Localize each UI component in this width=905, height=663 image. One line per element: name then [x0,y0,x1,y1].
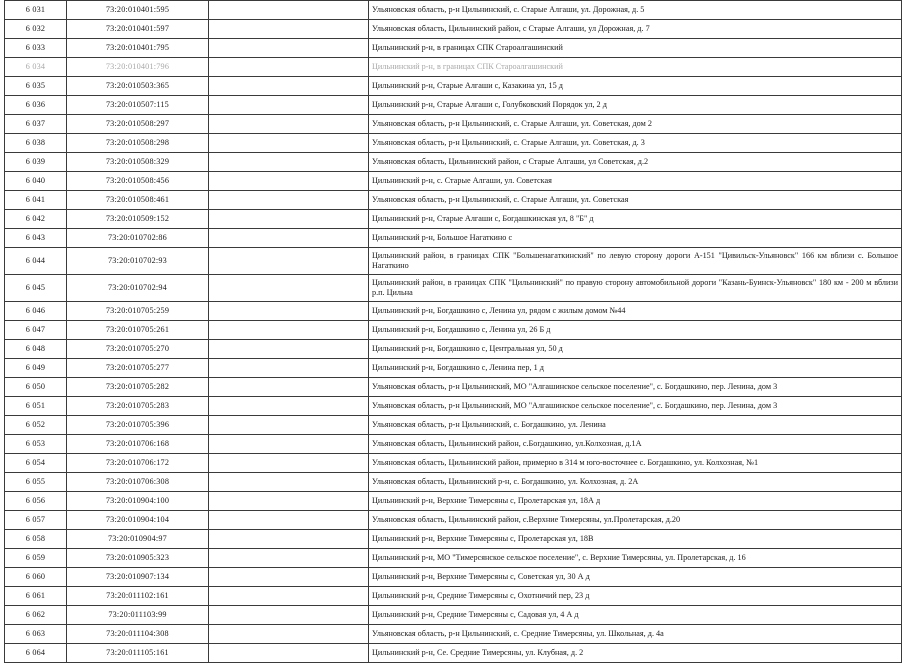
row-number-cell: 6 063 [5,625,67,644]
cadastral-number-cell: 73:20:011102:161 [67,587,209,606]
address-cell: Цильнинский р-н, Верхние Тимерсяны с, Советская ул, 30 А д [369,568,902,587]
address-cell: Цильнинский район, в границах СПК "Большенагаткинский" по левую сторону дороги А-151 "Цивильск-Ульяновск" 166 км вблизи с. Большое Нагаткино [369,248,902,275]
cadastral-number-cell: 73:20:010705:396 [67,416,209,435]
cadastral-number-cell: 73:20:010508:298 [67,134,209,153]
empty-cell [209,134,369,153]
cadastral-registry-table [4,0,902,663]
address-cell: Ульяновская область, р-н Цильнинский, с. Старые Алгаши, ул. Советская, дом 2 [369,115,902,134]
cadastral-number-cell: 73:20:010907:134 [67,568,209,587]
row-number-cell: 6 046 [5,302,67,321]
empty-cell [209,397,369,416]
empty-cell [209,340,369,359]
empty-cell [209,302,369,321]
cadastral-number-cell: 73:20:010401:595 [67,1,209,20]
table-row [5,473,902,492]
table-body [5,1,902,663]
address-cell: Цильнинский р-н, в границах СПК Староалгашинский [369,39,902,58]
cadastral-number-cell: 73:20:010705:282 [67,378,209,397]
address-cell: Цильнинский р-н, Се. Средние Тимерсяны, ул. Клубная, д. 2 [369,644,902,663]
table-row [5,302,902,321]
table-row [5,172,902,191]
table-row [5,96,902,115]
cadastral-number-cell: 73:20:010508:456 [67,172,209,191]
address-cell: Цильнинский р-н, Старые Алгаши с, Голубковский Порядок ул, 2 д [369,96,902,115]
table-row [5,1,902,20]
row-number-cell: 6 041 [5,191,67,210]
cadastral-number-cell: 73:20:010705:270 [67,340,209,359]
address-cell: Цильнинский р-н, Средние Тимерсяны с, Садовая ул, 4 А д [369,606,902,625]
cadastral-number-cell: 73:20:010503:365 [67,77,209,96]
empty-cell [209,1,369,20]
row-number-cell: 6 058 [5,530,67,549]
row-number-cell: 6 038 [5,134,67,153]
table-row [5,625,902,644]
address-cell: Цильнинский р-н, Верхние Тимерсяны с, Пролетарская ул, 18В [369,530,902,549]
table-row [5,191,902,210]
table-row [5,115,902,134]
cadastral-number-cell: 73:20:010904:104 [67,511,209,530]
table-row [5,58,902,77]
empty-cell [209,58,369,77]
empty-cell [209,77,369,96]
row-number-cell: 6 033 [5,39,67,58]
address-cell: Цильнинский р-н, Богдашкино с, Ленина пер, 1 д [369,359,902,378]
empty-cell [209,210,369,229]
address-cell: Цильнинский район, в границах СПК "Цильнинский" по правую сторону автомобильной дороги "Казань-Буинск-Ульяновск" 180 км - 200 м вблизи р.п. Цильна [369,275,902,302]
address-cell: Цильнинский р-н, Богдашкино с, Ленина ул, 26 Б д [369,321,902,340]
cadastral-number-cell: 73:20:010705:261 [67,321,209,340]
address-cell: Цильнинский р-н, с. Старые Алгаши, ул. Советская [369,172,902,191]
cadastral-number-cell: 73:20:010705:283 [67,397,209,416]
table-row [5,39,902,58]
table-row [5,210,902,229]
row-number-cell: 6 031 [5,1,67,20]
empty-cell [209,492,369,511]
address-cell: Цильнинский р-н, Верхние Тимерсяны с, Пролетарская ул, 18А д [369,492,902,511]
empty-cell [209,454,369,473]
registry-sheet [4,0,901,657]
address-cell: Ульяновская область, Цильнинский район, с Старые Алгаши, ул Дорожная, д. 7 [369,20,902,39]
empty-cell [209,115,369,134]
table-row [5,153,902,172]
address-cell: Ульяновская область, р-н Цильнинский, с. Богдашкино, ул. Ленина [369,416,902,435]
row-number-cell: 6 048 [5,340,67,359]
cadastral-number-cell: 73:20:010904:97 [67,530,209,549]
cadastral-number-cell: 73:20:011104:308 [67,625,209,644]
cadastral-number-cell: 73:20:010507:115 [67,96,209,115]
empty-cell [209,416,369,435]
table-row [5,340,902,359]
row-number-cell: 6 059 [5,549,67,568]
row-number-cell: 6 052 [5,416,67,435]
cadastral-number-cell: 73:20:010508:297 [67,115,209,134]
address-cell: Цильнинский р-н, в границах СПК Староалгашинский [369,58,902,77]
address-cell: Цильнинский р-н, Богдашкино с, Ленина ул, рядом с жилым домом №44 [369,302,902,321]
row-number-cell: 6 036 [5,96,67,115]
table-row [5,359,902,378]
row-number-cell: 6 055 [5,473,67,492]
address-cell: Ульяновская область, Цильнинский р-н, с. Богдашкино, ул. Колхозная, д. 2А [369,473,902,492]
cadastral-number-cell: 73:20:010508:461 [67,191,209,210]
row-number-cell: 6 064 [5,644,67,663]
address-cell: Ульяновская область, Цильнинский район, с.Богдашкино, ул.Колхозная, д.1А [369,435,902,454]
row-number-cell: 6 040 [5,172,67,191]
row-number-cell: 6 051 [5,397,67,416]
cadastral-number-cell: 73:20:010904:100 [67,492,209,511]
table-row [5,378,902,397]
row-number-cell: 6 037 [5,115,67,134]
address-cell: Ульяновская область, р-н Цильнинский, с. Средние Тимерсяны, ул. Школьная, д. 4а [369,625,902,644]
cadastral-number-cell: 73:20:010401:796 [67,58,209,77]
row-number-cell: 6 056 [5,492,67,511]
address-cell: Ульяновская область, р-н Цильнинский, с. Старые Алгаши, ул. Советская, д. 3 [369,134,902,153]
cadastral-number-cell: 73:20:010705:259 [67,302,209,321]
table-row [5,20,902,39]
row-number-cell: 6 060 [5,568,67,587]
table-row [5,229,902,248]
cadastral-number-cell: 73:20:010401:795 [67,39,209,58]
empty-cell [209,229,369,248]
empty-cell [209,191,369,210]
row-number-cell: 6 042 [5,210,67,229]
row-number-cell: 6 034 [5,58,67,77]
cadastral-number-cell: 73:20:010706:168 [67,435,209,454]
row-number-cell: 6 043 [5,229,67,248]
row-number-cell: 6 044 [5,248,67,275]
table-row [5,134,902,153]
row-number-cell: 6 062 [5,606,67,625]
row-number-cell: 6 045 [5,275,67,302]
row-number-cell: 6 053 [5,435,67,454]
empty-cell [209,378,369,397]
table-row [5,549,902,568]
empty-cell [209,625,369,644]
empty-cell [209,172,369,191]
cadastral-number-cell: 73:20:010706:308 [67,473,209,492]
table-row [5,587,902,606]
table-row [5,530,902,549]
empty-cell [209,511,369,530]
cadastral-number-cell: 73:20:011103:99 [67,606,209,625]
empty-cell [209,606,369,625]
cadastral-number-cell: 73:20:010401:597 [67,20,209,39]
empty-cell [209,549,369,568]
empty-cell [209,153,369,172]
table-row [5,416,902,435]
empty-cell [209,644,369,663]
cadastral-number-cell: 73:20:010702:93 [67,248,209,275]
cadastral-number-cell: 73:20:011105:161 [67,644,209,663]
table-row [5,275,902,302]
row-number-cell: 6 047 [5,321,67,340]
empty-cell [209,248,369,275]
address-cell: Цильнинский р-н, Богдашкино с, Центральная ул, 50 д [369,340,902,359]
empty-cell [209,587,369,606]
address-cell: Ульяновская область, Цильнинский район, с.Верхние Тимерсяны, ул.Пролетарская, д.20 [369,511,902,530]
address-cell: Ульяновская область, р-н Цильнинский, с. Старые Алгаши, ул. Дорожная, д. 5 [369,1,902,20]
empty-cell [209,359,369,378]
table-row [5,321,902,340]
empty-cell [209,39,369,58]
row-number-cell: 6 054 [5,454,67,473]
empty-cell [209,435,369,454]
cadastral-number-cell: 73:20:010705:277 [67,359,209,378]
row-number-cell: 6 039 [5,153,67,172]
empty-cell [209,568,369,587]
address-cell: Ульяновская область, р-н Цильнинский, МО "Алгашинское сельское поселение", с. Богдашкино, пер. Ленина, дом 3 [369,397,902,416]
row-number-cell: 6 035 [5,77,67,96]
address-cell: Цильнинский р-н, Старые Алгаши с, Богдашкинская ул, 8 "Б" д [369,210,902,229]
row-number-cell: 6 057 [5,511,67,530]
table-row [5,397,902,416]
cadastral-number-cell: 73:20:010706:172 [67,454,209,473]
row-number-cell: 6 061 [5,587,67,606]
empty-cell [209,275,369,302]
row-number-cell: 6 050 [5,378,67,397]
cadastral-number-cell: 73:20:010508:329 [67,153,209,172]
cadastral-number-cell: 73:20:010702:94 [67,275,209,302]
address-cell: Цильнинский р-н, Старые Алгаши с, Казакина ул, 15 д [369,77,902,96]
cadastral-number-cell: 73:20:010702:86 [67,229,209,248]
address-cell: Цильнинский р-н, Средние Тимерсяны с, Охотничий пер, 23 д [369,587,902,606]
table-row [5,435,902,454]
row-number-cell: 6 049 [5,359,67,378]
empty-cell [209,530,369,549]
address-cell: Цильнинский р-н, МО "Тимерсянское сельское поселение", с. Верхние Тимерсяны, ул. Пролетарская, д. 16 [369,549,902,568]
table-row [5,511,902,530]
address-cell: Ульяновская область, Цильнинский район, примерно в 314 м юго-восточнее с. Богдашкино, ул. Колхозная, №1 [369,454,902,473]
empty-cell [209,473,369,492]
address-cell: Цильнинский р-н, Большое Нагаткино с [369,229,902,248]
address-cell: Ульяновская область, р-н Цильнинский, с. Старые Алгаши, ул. Советская [369,191,902,210]
empty-cell [209,321,369,340]
empty-cell [209,20,369,39]
table-row [5,492,902,511]
table-row [5,644,902,663]
cadastral-number-cell: 73:20:010905:323 [67,549,209,568]
address-cell: Ульяновская область, Цильнинский район, с Старые Алгаши, ул Советская, д.2 [369,153,902,172]
table-row [5,606,902,625]
empty-cell [209,96,369,115]
row-number-cell: 6 032 [5,20,67,39]
table-row [5,248,902,275]
table-row [5,77,902,96]
table-row [5,568,902,587]
cadastral-number-cell: 73:20:010509:152 [67,210,209,229]
address-cell: Ульяновская область, р-н Цильнинский, МО "Алгашинское сельское поселение", с. Богдашкино, пер. Ленина, дом 3 [369,378,902,397]
table-row [5,454,902,473]
